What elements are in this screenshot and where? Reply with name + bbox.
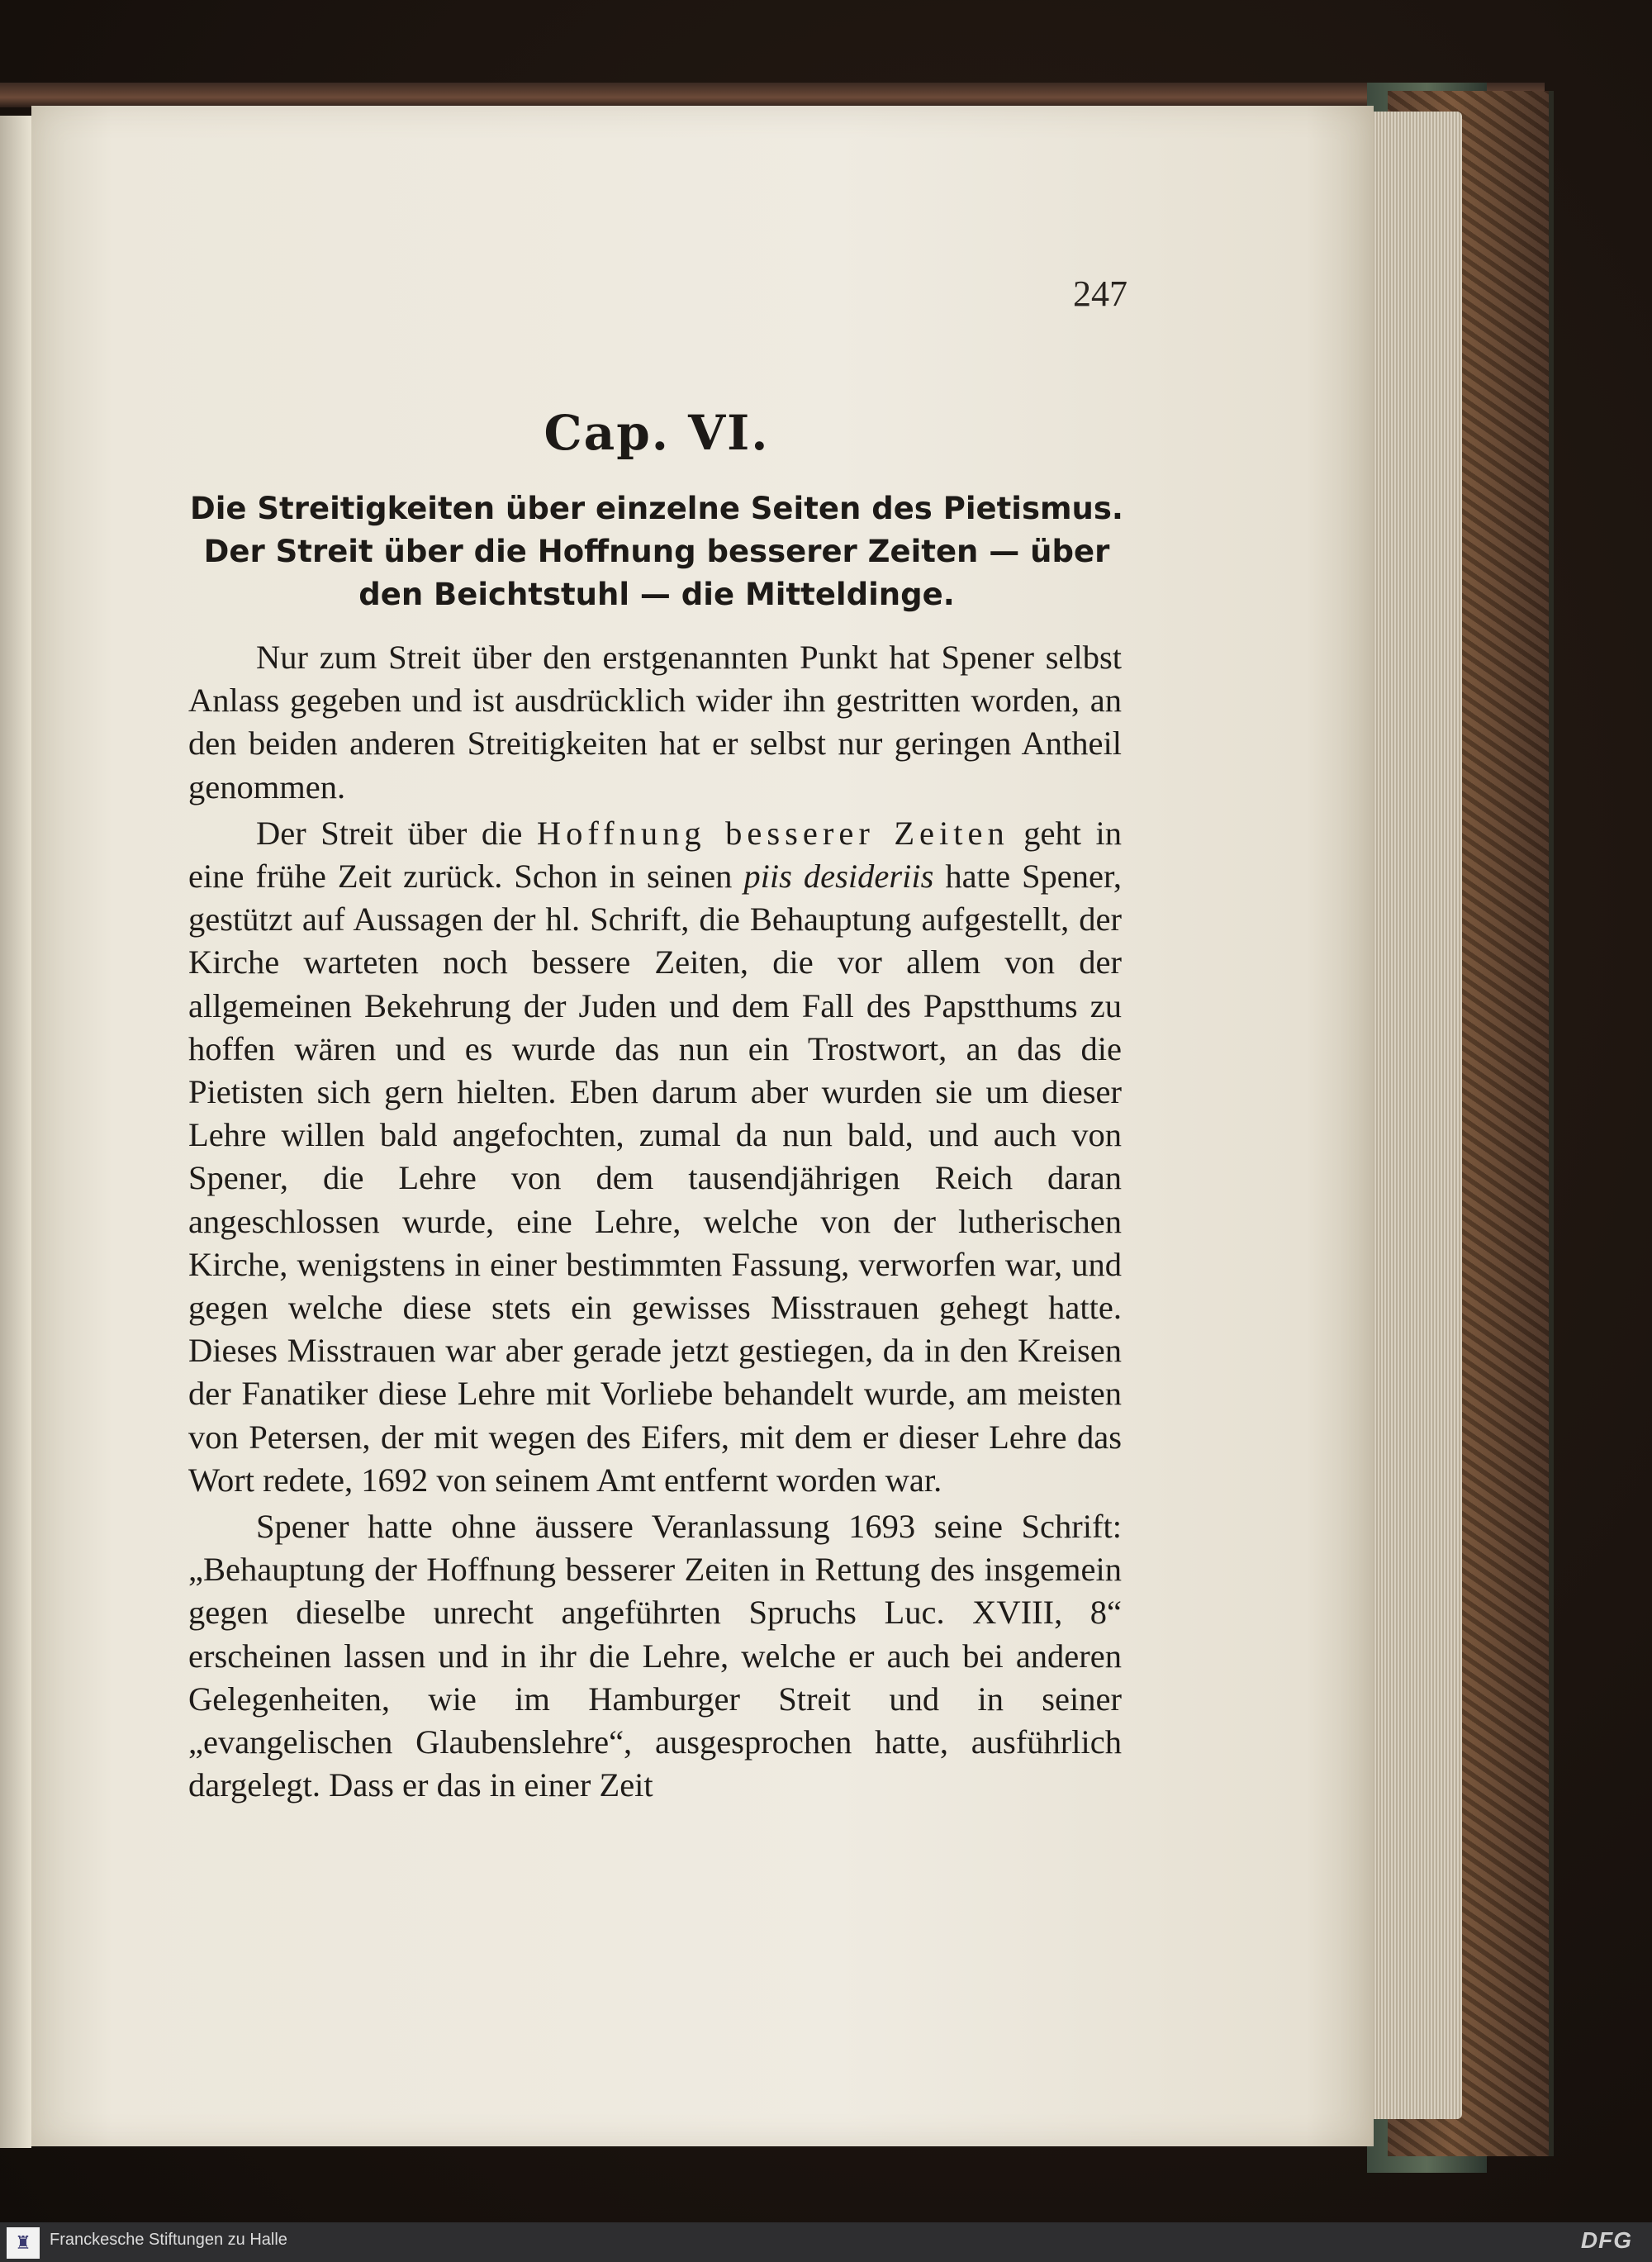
paragraph-2 — [188, 812, 1122, 1502]
viewer-footer — [0, 2222, 1652, 2262]
chapter-subtitle: Die Streitigkeiten über einzelne Seiten des Pietismus. Der Streit über die Hoffnung besserer Zeiten — über den Beichtstuhl — die Mitteldinge. — [190, 491, 1123, 612]
paragraph-2-text-c: hatte Spener, gestützt auf Aussagen der hl. Schrift, die Behauptung aufgestellt, der Kirche warteten noch bessere Zeiten, die vor allem von der allgemeinen Bekehrung der Juden und dem Fall des Papstthums zu hoffen wären und es wurde das nun ein Trostwort, an das die Pietisten sich gern hielten. Eben darum aber wurden sie um dieser Lehre willen bald angefochten, zumal da nun bald, und auch von Spener, die Lehre von dem tausendjährigen Reich daran angeschlossen wurde, eine Lehre, welche von der lutherischen Kirche, wenigstens in einer bestimmten Fassung, verworfen war, und gegen welche diese stets ein gewisses Misstrauen gehegt hatte. Dieses Misstrauen war aber gerade jetzt gestiegen, da in den Kreisen der Fanatiker diese Lehre mit Vorliebe behandelt wurde, am meisten von Petersen, der mit wegen des Eifers, mit dem er dieser Lehre das Wort redete, 1692 von seinem Amt entfernt worden war. — [188, 858, 1122, 1499]
chapter-heading: Cap. VI. — [544, 405, 770, 461]
emphasis-spaced: Hoffnung besserer Zeiten — [536, 814, 1009, 852]
paragraph-1: Nur zum Streit über den erstgenannten Punkt hat Spener selbst Anlass gegeben und ist ausdrücklich wider ihn gestritten worden, an den beiden anderen Streitigkeiten hat er selbst nur geringen Antheil genommen. — [188, 639, 1122, 805]
emphasis-italic: piis desideriis — [743, 858, 934, 896]
paragraph-2-text-a: Der Streit über die — [256, 814, 537, 852]
page-edges — [1371, 112, 1462, 2119]
book-cover-top — [0, 83, 1545, 107]
paragraph-2-text-b: geht in eine frühe Zeit zurück. Schon in seinen — [188, 814, 1122, 896]
body-text — [188, 636, 1122, 1810]
page-number: 247 — [1073, 273, 1127, 314]
paragraph-3: Spener hatte ohne äussere Veranlassung 1693 seine Schrift: „Behauptung der Hoffnung besserer Zeiten in Rettung des insgemein gegen dieselbe unrecht angeführten Spruchs Luc. XVIII, 8“ erscheinen lassen und in ihr die Lehre, welche er auch bei anderen Gelegenheiten, wie im Hamburger Streit und in seiner „evangelischen Glaubenslehre“, ausgesprochen hatte, ausführlich dargelegt. Dass er das in einer Zeit — [188, 1508, 1122, 1804]
dfg-logo: DFG — [1580, 2227, 1632, 2253]
institution-name: Franckesche Stiftungen zu Halle — [50, 2231, 287, 2249]
institution-logo-icon: ♜ — [7, 2227, 40, 2259]
facing-page-edge — [0, 116, 31, 2148]
